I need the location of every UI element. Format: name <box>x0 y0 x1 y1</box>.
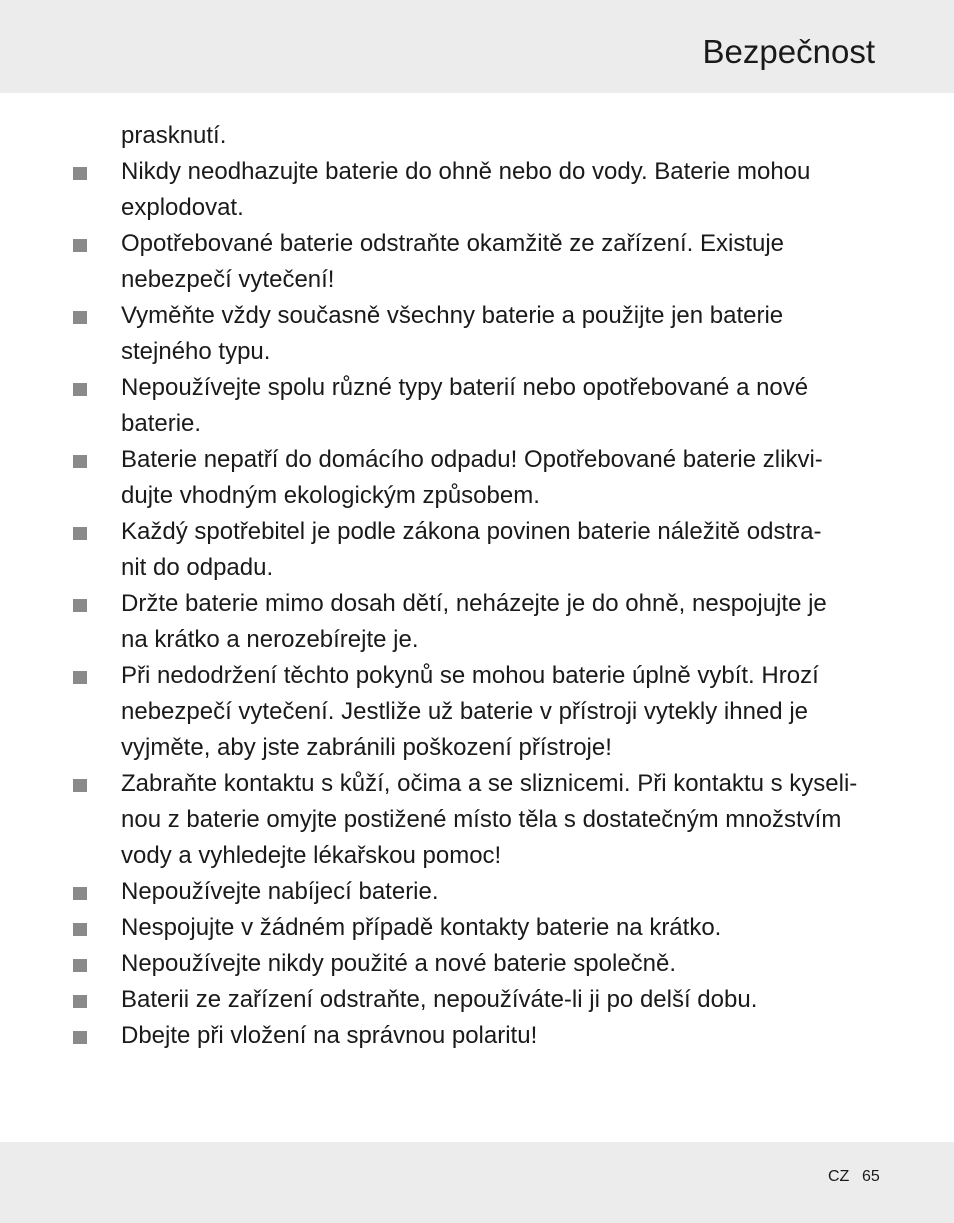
line-text: Dbejte při vložení na správnou polaritu! <box>121 1022 538 1049</box>
page-header <box>0 0 954 93</box>
page-footer <box>0 1142 954 1223</box>
square-bullet-icon <box>73 1031 87 1044</box>
list-line <box>0 838 954 874</box>
square-bullet-icon <box>73 239 87 252</box>
line-text: Nepoužívejte nabíjecí baterie. <box>121 878 439 905</box>
line-text: Baterie nepatří do domácího odpadu! Opotřebované baterie zlikvi- <box>121 446 823 473</box>
square-bullet-icon <box>73 923 87 936</box>
square-bullet-icon <box>73 671 87 684</box>
line-text: Každý spotřebitel je podle zákona povinen baterie náležitě odstra- <box>121 518 822 545</box>
line-text: Držte baterie mimo dosah dětí, neházejte je do ohně, nespojujte je <box>121 590 827 617</box>
line-text: prasknutí. <box>121 122 227 149</box>
line-text: Nepoužívejte nikdy použité a nové baterie společně. <box>121 950 677 977</box>
square-bullet-icon <box>73 779 87 792</box>
list-line <box>0 262 954 298</box>
list-item <box>0 370 954 406</box>
line-text: vyjměte, aby jste zabránili poškození přístroje! <box>121 734 612 761</box>
list-item <box>0 586 954 622</box>
line-text: Opotřebované baterie odstraňte okamžitě ze zařízení. Existuje <box>121 230 785 257</box>
list-line <box>0 622 954 658</box>
square-bullet-icon <box>73 527 87 540</box>
list-line <box>0 190 954 226</box>
line-text: baterie. <box>121 410 202 437</box>
language-code: CZ <box>828 1168 850 1185</box>
line-text: Zabraňte kontaktu s kůží, očima a se sliznicemi. Při kontaktu s kyseli- <box>121 770 858 797</box>
list-line <box>0 694 954 730</box>
square-bullet-icon <box>73 959 87 972</box>
list-item <box>0 766 954 802</box>
list-line <box>0 730 954 766</box>
list-line <box>0 406 954 442</box>
page-title: Bezpečnost <box>702 33 875 70</box>
list-item <box>0 514 954 550</box>
square-bullet-icon <box>73 887 87 900</box>
square-bullet-icon <box>73 311 87 324</box>
list-item <box>0 226 954 262</box>
square-bullet-icon <box>73 599 87 612</box>
line-text: Při nedodržení těchto pokynů se mohou baterie úplně vybít. Hrozí <box>121 662 819 689</box>
line-text: stejného typu. <box>121 338 271 365</box>
line-text: Nepoužívejte spolu různé typy baterií nebo opotřebované a nové <box>121 374 809 401</box>
list-item <box>0 946 954 982</box>
list-item <box>0 154 954 190</box>
list-line <box>0 802 954 838</box>
square-bullet-icon <box>73 995 87 1008</box>
list-item <box>0 442 954 478</box>
line-text: nou z baterie omyjte postižené místo těla s dostatečným množstvím <box>121 806 842 833</box>
line-text: dujte vhodným ekologickým způsobem. <box>121 482 540 509</box>
safety-instructions-list <box>0 118 954 1054</box>
line-text: na krátko a nerozebírejte je. <box>121 626 419 653</box>
line-text: Nespojujte v žádném případě kontakty baterie na krátko. <box>121 914 722 941</box>
list-item <box>0 910 954 946</box>
list-item <box>0 298 954 334</box>
list-item <box>0 982 954 1018</box>
page-number: 65 <box>862 1168 880 1185</box>
square-bullet-icon <box>73 383 87 396</box>
square-bullet-icon <box>73 455 87 468</box>
list-item <box>0 658 954 694</box>
line-text: nebezpečí vytečení. Jestliže už baterie v přístroji vytekly ihned je <box>121 698 808 725</box>
list-item <box>0 1018 954 1054</box>
line-text: vody a vyhledejte lékařskou pomoc! <box>121 842 502 869</box>
line-text: explodovat. <box>121 194 244 221</box>
list-item <box>0 874 954 910</box>
list-line <box>0 550 954 586</box>
line-text: Vyměňte vždy současně všechny baterie a použijte jen baterie <box>121 302 784 329</box>
line-text: Baterii ze zařízení odstraňte, nepoužíváte-li ji po delší dobu. <box>121 986 758 1013</box>
square-bullet-icon <box>73 167 87 180</box>
line-text: nit do odpadu. <box>121 554 274 581</box>
line-text: Nikdy neodhazujte baterie do ohně nebo do vody. Baterie mohou <box>121 158 811 185</box>
list-line <box>0 118 954 154</box>
list-line <box>0 478 954 514</box>
line-text: nebezpečí vytečení! <box>121 266 335 293</box>
list-line <box>0 334 954 370</box>
